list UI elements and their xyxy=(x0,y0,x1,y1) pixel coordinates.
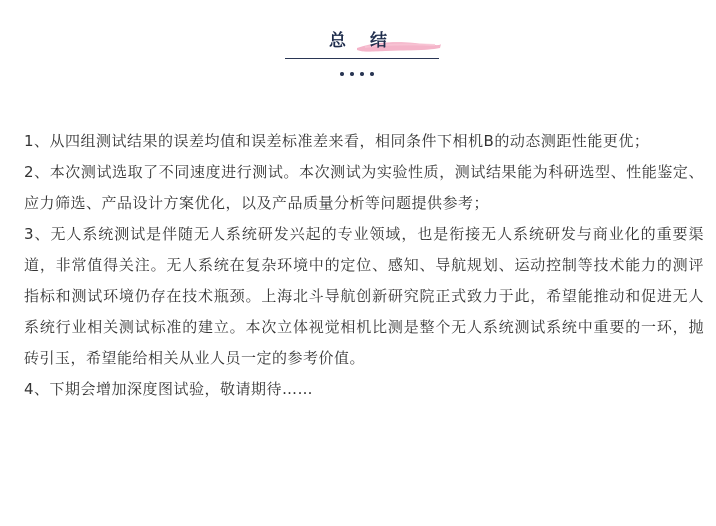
page-title: 总 结 xyxy=(329,31,396,51)
dot xyxy=(370,72,374,76)
title-divider xyxy=(285,58,439,59)
title-wrap xyxy=(0,26,716,51)
section-header xyxy=(0,0,716,90)
summary-item-3: 3、无人系统测试是伴随无人系统研发兴起的专业领域，也是衔接无人系统研发与商业化的重要渠道，非常值得关注。无人系统在复杂环境中的定位、感知、导航规划、运动控制等技术能力的测评指标和测试环境仍存在技术瓶颈。上海北斗导航创新研究院正式致力于此，希望能推动和促进无人系统行业相关测试标准的建立。本次立体视觉相机比测是整个无人系统测试系统中重要的一环，抛砖引玉，希望能给相关从业人员一定的参考价值。 xyxy=(24,225,704,367)
dot xyxy=(340,72,344,76)
summary-item-2: 2、本次测试选取了不同速度进行测试。本次测试为实验性质，测试结果能为科研选型、性能鉴定、应力筛选、产品设计方案优化，以及产品质量分析等问题提供参考； xyxy=(24,163,704,212)
dot xyxy=(360,72,364,76)
summary-item-1: 1、从四组测试结果的误差均值和误差标准差来看，相同条件下相机B的动态测距性能更优； xyxy=(24,132,650,150)
dot xyxy=(350,72,354,76)
summary-item-4: 4、下期会增加深度图试验，敬请期待…… xyxy=(24,380,314,398)
summary-content xyxy=(24,126,704,405)
dots-decoration xyxy=(340,72,374,78)
